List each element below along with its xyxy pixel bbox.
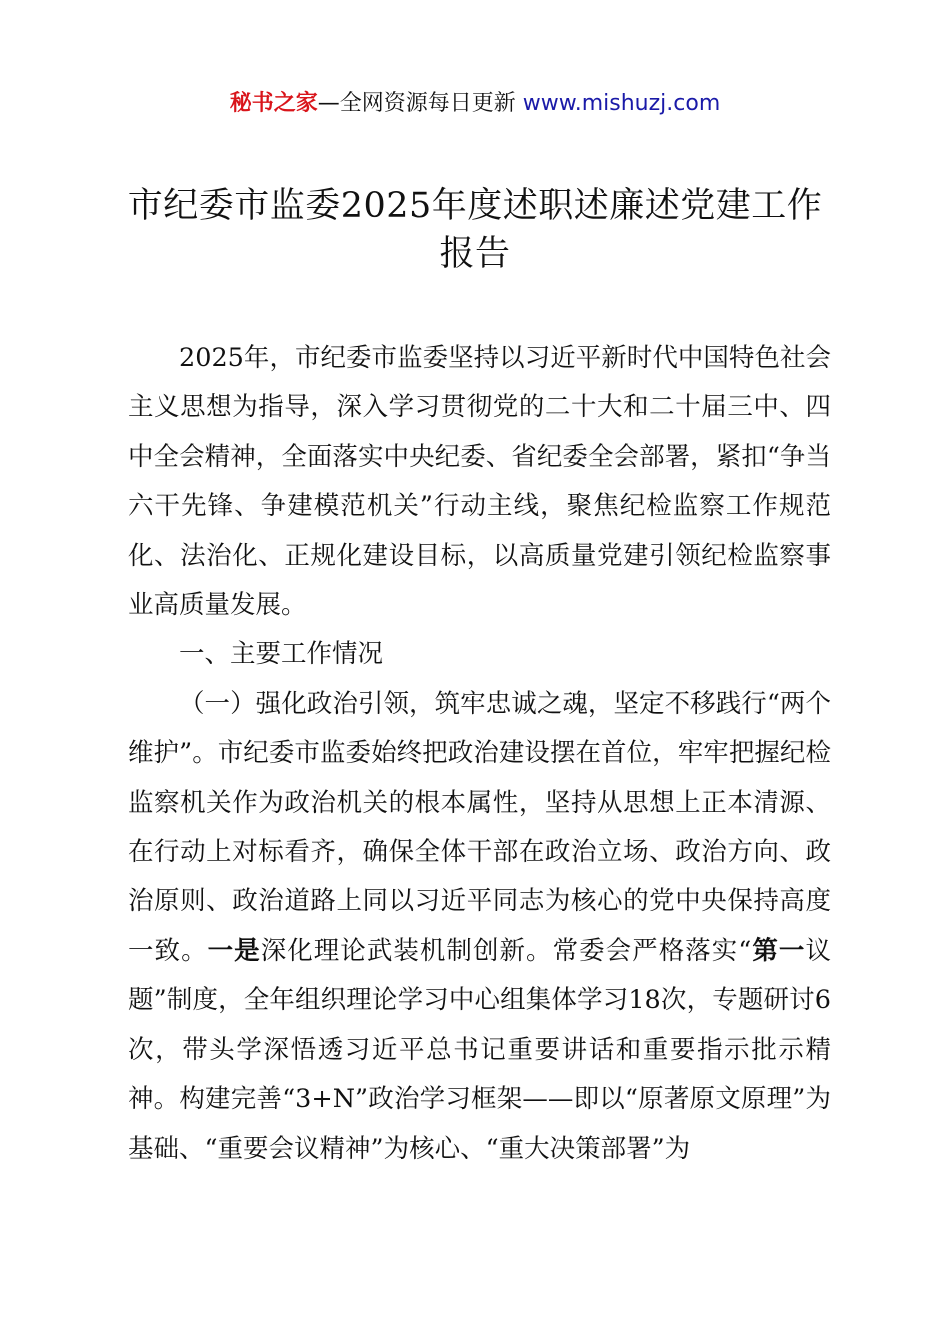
body-paragraph xyxy=(128,680,831,1174)
brand-name: 秘书之家 xyxy=(229,91,318,116)
section-heading: 一、主要工作情况 xyxy=(179,639,384,670)
paragraph-text: （一）强化政治引领，筑牢忠诚之魂，坚定不移践行“两个维护”。市纪委市监委始终把政治建设摆在首位，牢牢把握纪检监察机关作为政治机关的根本属性，坚持从思想上正本清源、在行动上对标看齐，确保全体干部在政治立场、政治方向、政治原则、政治道路上同以习近平同志为核心的党中央保持高度一致。 xyxy=(128,688,831,966)
document-title: 市纪委市监委2025年度述职述廉述党建工作报告 xyxy=(127,186,823,274)
emphasis-text: 第一 xyxy=(751,935,806,966)
document-body xyxy=(128,334,831,1174)
site-header xyxy=(0,88,950,120)
emphasis-text: 一是 xyxy=(207,935,261,966)
site-url-link[interactable]: www.mishuzj.com xyxy=(522,91,721,116)
paragraph-text: 议题”制度，全年组织理论学习中心组集体学习18次，专题研讨6次，带头学深悟透习近平总书记重要讲话和重要指示批示精神。构建完善“3+N”政治学习框架——即以“原著原文原理”为基础、“重要会议精神”为核心、“重大决策部署”为 xyxy=(128,935,831,1164)
paragraph-text: 深化理论武装机制创新。常委会严格落实“ xyxy=(260,935,752,966)
header-tagline: —全网资源每日更新 xyxy=(317,91,523,116)
intro-paragraph: 2025年，市纪委市监委坚持以习近平新时代中国特色社会主义思想为指导，深入学习贯彻党的二十大和二十届三中、四中全会精神，全面落实中央纪委、省纪委全会部署，紧扣“争当六干先锋、争建模范机关”行动主线，聚焦纪检监察工作规范化、法治化、正规化建设目标，以高质量党建引领纪检监察事业高质量发展。 xyxy=(128,343,831,621)
